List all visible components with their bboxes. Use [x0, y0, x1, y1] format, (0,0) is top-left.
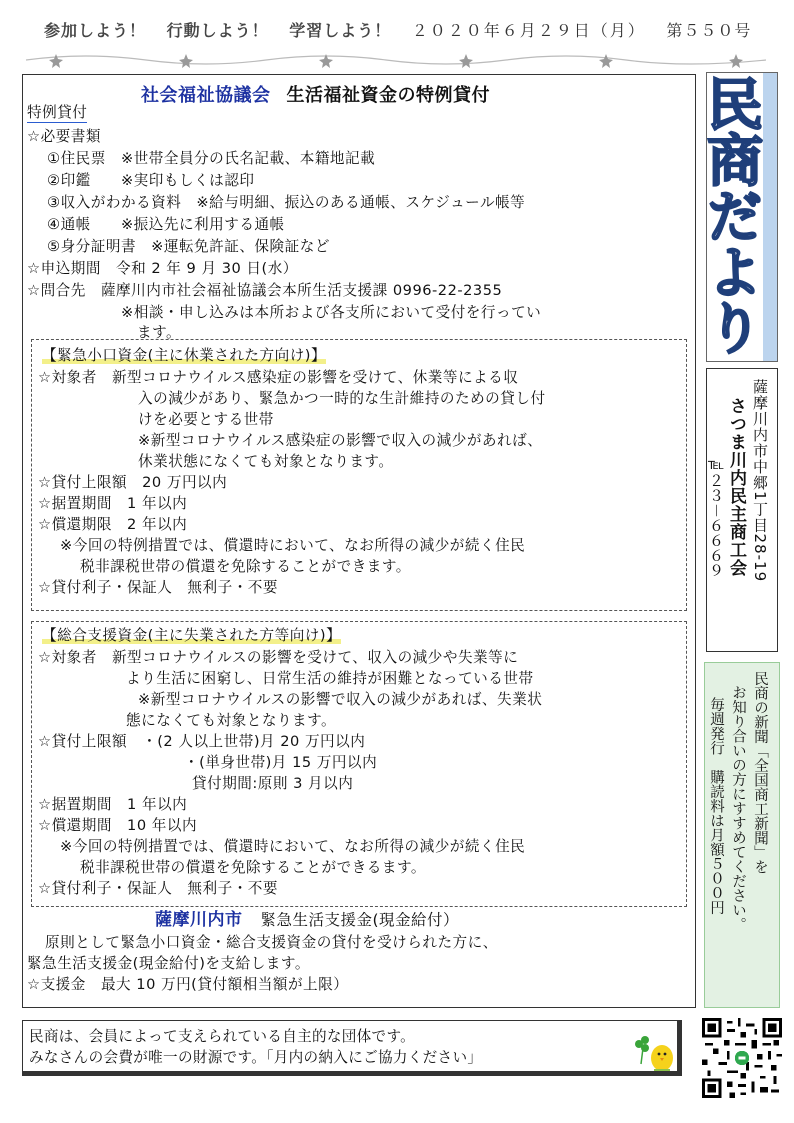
box-line: けを必要とする世帯 — [138, 411, 274, 428]
main-article — [22, 74, 696, 1008]
qr-code-icon — [702, 1018, 782, 1098]
box-line: 態になくても対象となります。 — [126, 712, 337, 729]
ad-text: お知り合いの方にすすめてください。 — [730, 685, 746, 932]
box-heading: 【総合支援資金(主に失業された方等向け)】 — [42, 627, 342, 644]
box-line: ・(単身世帯)月 15 万円以内 — [184, 754, 378, 771]
city-support-text: 原則として緊急小口資金・総合支援資金の貸付を受けられた方に、 — [45, 934, 498, 951]
newspaper-ad — [704, 662, 780, 1008]
doc-item: ④通帳 ※振込先に利用する通帳 — [47, 216, 285, 233]
box-line: ☆据置期間 1 年以内 — [38, 495, 188, 512]
slogan-join: 参加しよう！ — [44, 21, 147, 40]
box-line: ※今回の特例措置では、償還時において、なお所得の減少が続く住民 — [60, 838, 526, 855]
box-line: ☆貸付上限額 20 万円以内 — [38, 474, 228, 491]
box-line: ☆対象者 新型コロナウイルスの影響を受けて、収入の減少や失業等に — [38, 649, 519, 666]
ad-text: 毎週発行 購読料は月額５００円 — [708, 697, 724, 915]
section-label: 特例貸付 — [27, 104, 88, 121]
contact-info: ☆問合先 薩摩川内市社会福祉協議会本所生活支援課 0996-22-2355 — [27, 282, 503, 299]
box-line: ☆貸付上限額 ・(2 人以上世帯)月 20 万円以内 — [38, 733, 366, 750]
slogan-learn: 学習しよう！ — [289, 21, 392, 40]
star-deco-icon — [26, 50, 766, 70]
city-support-text: 緊急生活支援金(現金給付)を支給します。 — [27, 955, 310, 972]
box-line: 税非課税世帯の償還を免除することができるます。 — [80, 859, 426, 876]
city-support-title: 薩摩川内市 緊急生活支援金(現金給付） — [155, 910, 460, 930]
org-address: 薩摩川内市中郷1丁目28-19 — [751, 379, 769, 583]
consult-note: ※相談・申し込みは本所および各支所において受付を行ってい — [121, 304, 542, 321]
general-support-box — [31, 621, 687, 907]
doc-item: ③収入がわかる資料 ※給与明細、振込のある通帳、スケジュール帳等 — [47, 194, 526, 211]
article-title — [141, 85, 490, 107]
article-subtitle: 生活福祉資金の特例貸付 — [286, 85, 490, 106]
org-name: さつま川内民主商工会 — [726, 397, 746, 577]
box-line: ☆据置期間 1 年以内 — [38, 796, 188, 813]
box-line: ※新型コロナウイルス感染症の影響で収入の減少があれば、 — [138, 432, 543, 449]
box-line: ☆償還期間 10 年以内 — [38, 817, 198, 834]
box-line: 入の減少があり、緊急かつ一時的な生計維持のための貸し付 — [138, 390, 546, 407]
footer-line: 民商は、会員によって支えられている自主的な団体です。 — [29, 1028, 416, 1045]
issue-number: 第５５０号 — [666, 21, 752, 40]
box-line: 貸付期間:原則 3 月以内 — [192, 775, 354, 792]
city-support-amount: ☆支援金 最大 10 万円(貸付額相当額が上限） — [27, 976, 349, 993]
box-line: ☆償還期限 2 年以内 — [38, 516, 188, 533]
box-line: 休業状態になくても対象となります。 — [138, 453, 394, 470]
footer-line: みなさんの会費が唯一の財源です。「月内の納入にご協力ください」 — [29, 1049, 483, 1066]
box-line: ※新型コロナウイルスの影響で収入の減少があれば、失業状 — [138, 691, 543, 708]
docs-heading: ☆必要書類 — [27, 128, 101, 145]
application-period: ☆申込期間 令和 2 年 9 月 30 日(水） — [27, 260, 298, 277]
footer-note — [22, 1020, 682, 1076]
doc-item: ⑤身分証明書 ※運転免許証、保険証など — [47, 238, 330, 255]
box-line: 税非課税世帯の償還を免除することができます。 — [80, 558, 411, 575]
ad-text: 民商の新聞「全国商工新聞」を — [752, 671, 768, 874]
emergency-loan-box — [31, 339, 687, 611]
logo-text: 民商だより — [698, 75, 763, 355]
box-line: ☆貸付利子・保証人 無利子・不要 — [38, 880, 278, 897]
chick-icon — [632, 1030, 676, 1074]
box-heading: 【緊急小口資金(主に休業された方向け)】 — [42, 347, 327, 364]
box-line: より生活に困窮し、日常生活の維持が困難となっている世帯 — [126, 670, 534, 687]
article-org: 社会福祉協議会 — [141, 85, 271, 106]
org-address-box — [706, 368, 778, 652]
consult-note-cont: ます。 — [137, 324, 182, 341]
newsletter-header — [44, 18, 764, 46]
box-line: ☆貸付利子・保証人 無利子・不要 — [38, 579, 278, 596]
org-tel: ℡２３－６６６９ — [707, 455, 725, 579]
box-line: ※今回の特例措置では、償還時において、なお所得の減少が続く住民 — [60, 537, 526, 554]
clover-icon — [635, 1036, 649, 1064]
slogan-act: 行動しよう！ — [166, 21, 269, 40]
box-line: ☆対象者 新型コロナウイルス感染症の影響を受けて、休業等による収 — [38, 369, 519, 386]
doc-item: ①住民票 ※世帯全員分の氏名記載、本籍地記載 — [47, 150, 376, 167]
newsletter-logo — [698, 72, 778, 362]
doc-item: ②印鑑 ※実印もしくは認印 — [47, 172, 255, 189]
issue-date: ２０２０年６月２９日（月） — [411, 21, 646, 40]
